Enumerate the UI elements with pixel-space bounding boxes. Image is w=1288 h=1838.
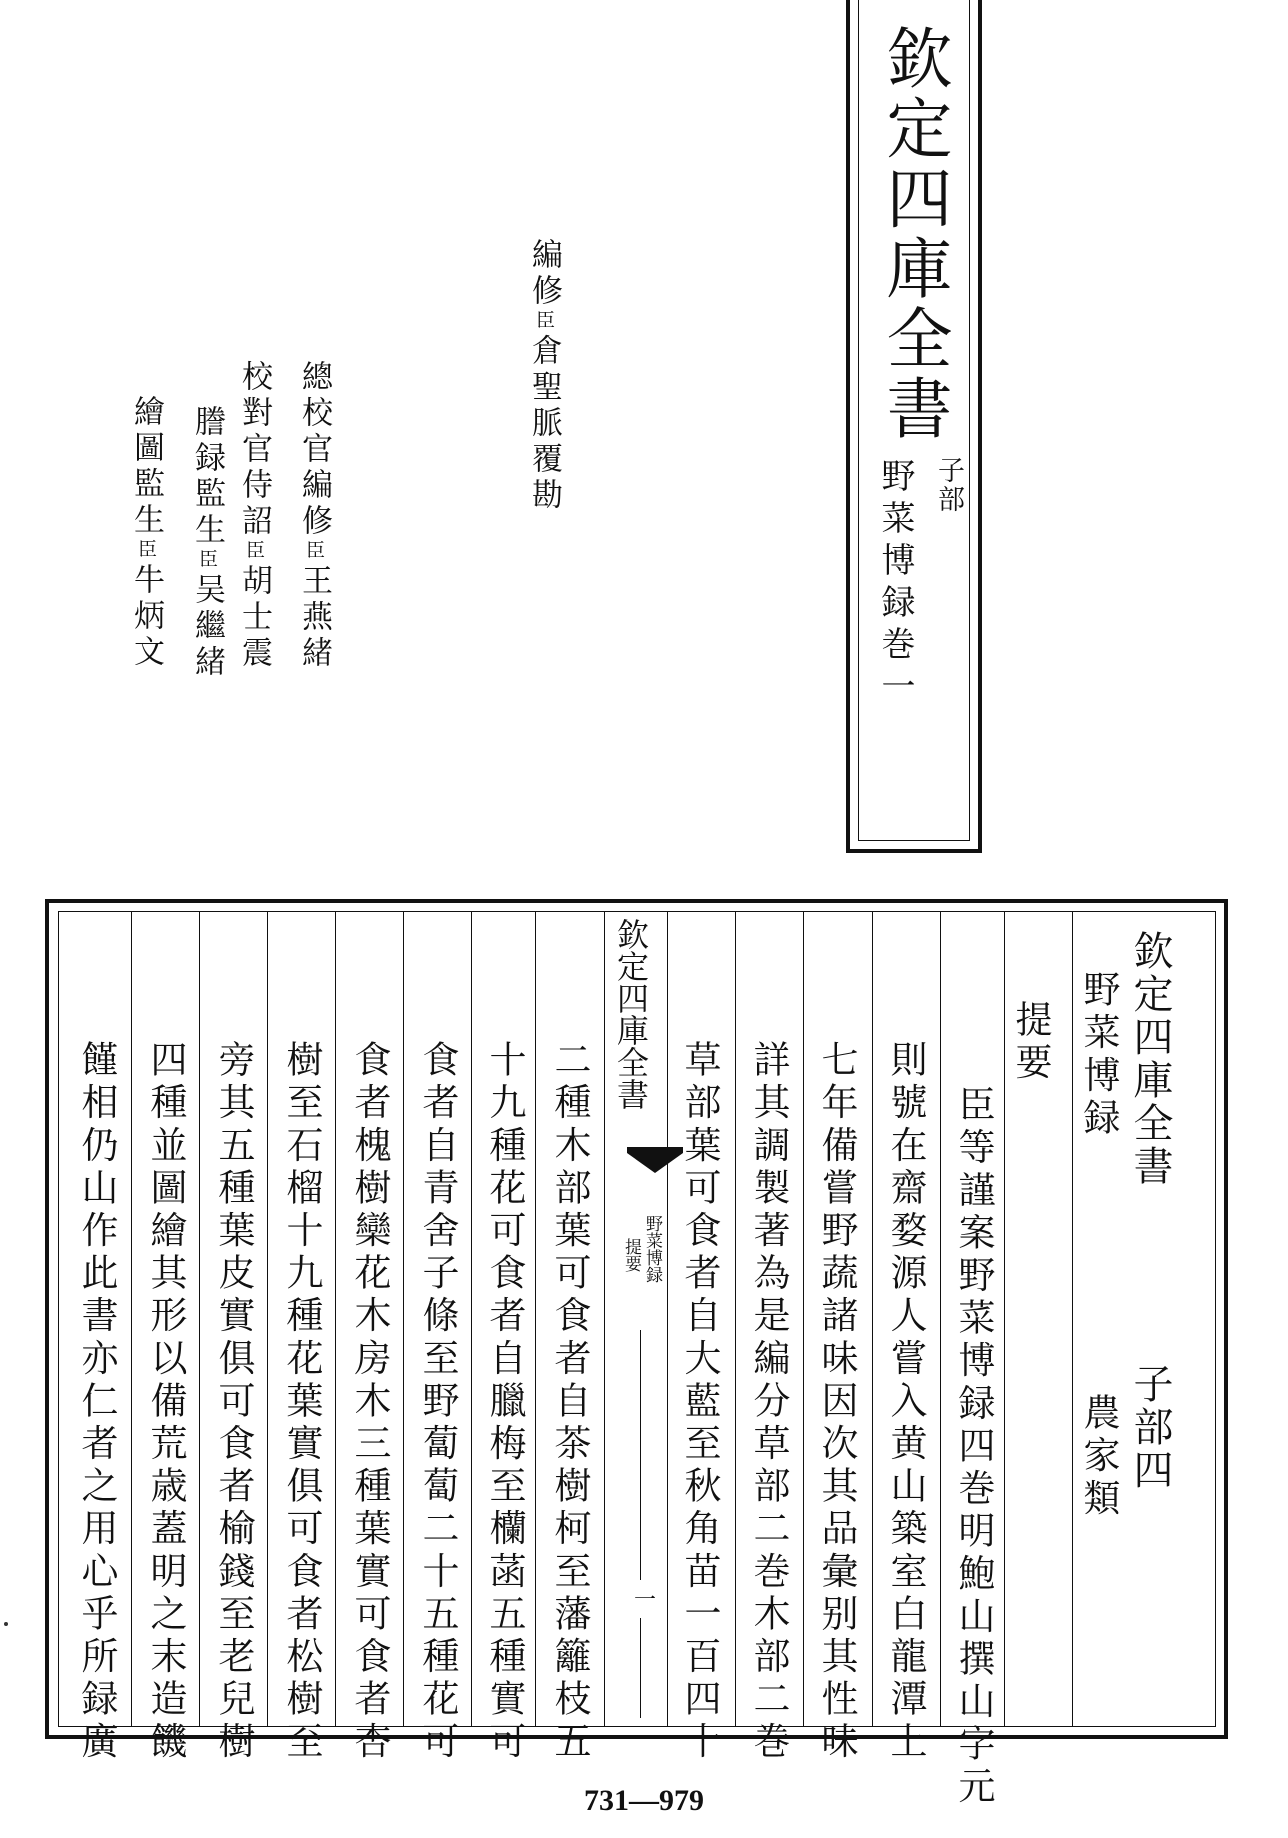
fold-section: 提要 <box>621 1238 641 1272</box>
credit-subject: 臣 <box>303 540 325 564</box>
fold-book-title: 野菜博録 <box>642 1215 662 1283</box>
column-rule <box>872 912 873 1726</box>
footer-page-number: 731—979 <box>584 1784 704 1817</box>
section-label: 子部 <box>933 456 964 514</box>
fold-center-line <box>640 1618 641 1718</box>
column-rule <box>335 912 336 1726</box>
tiyao-heading: 提要 <box>1009 1000 1052 1086</box>
column-rule <box>267 912 268 1726</box>
credit-line-proofreader <box>236 360 272 672</box>
credit-name: 吴繼緒 <box>189 573 225 681</box>
fold-center-line <box>640 1330 641 1580</box>
volume-title: 野菜博録巻一 <box>875 458 915 710</box>
text-column: 詳其調製著為是編分草部二巻木部二巻 <box>747 1040 790 1765</box>
column-rule <box>199 912 200 1726</box>
main-title: 欽定四庫全書 <box>875 24 952 444</box>
text-column: 樹至石榴十九種花葉實俱可食者松樹至 <box>280 1040 323 1765</box>
fish-tail-mark <box>627 1153 683 1173</box>
fold-title: 欽定四庫全書 <box>612 918 650 1110</box>
column-rule <box>403 912 404 1726</box>
credit-line-chief-collator <box>296 360 332 672</box>
credit-role: 校對官侍詔 <box>236 360 272 540</box>
credit-name: 倉聖脈覆勘 <box>526 334 562 514</box>
text-column: 食者槐樹欒花木房木三種葉實可食者杏 <box>348 1040 391 1765</box>
column-rule <box>1072 912 1073 1726</box>
column-rule <box>1004 912 1005 1726</box>
category-label: 農家類 <box>1077 1393 1120 1521</box>
column-rule <box>803 912 804 1726</box>
credit-line-illustrator <box>128 395 164 671</box>
text-column: 二種木部葉可食者自茶樹柯至藩籬枝五 <box>548 1040 591 1765</box>
credit-role: 繪圖監生 <box>128 395 164 539</box>
text-column: 四種並圖繪其形以備荒歳蓋明之末造饑 <box>144 1040 187 1765</box>
page-header-title: 欽定四庫全書 <box>1127 930 1173 1188</box>
credit-subject: 臣 <box>135 539 157 563</box>
credit-name: 胡士震 <box>236 564 272 672</box>
column-rule <box>535 912 536 1726</box>
credit-subject: 臣 <box>196 549 218 573</box>
credit-role: 編修 <box>526 238 562 310</box>
credit-role: 謄録監生 <box>189 405 225 549</box>
credit-line-copyist <box>189 405 225 681</box>
column-rule <box>667 912 668 1726</box>
text-column: 旁其五種葉皮實俱可食者榆錢至老兒樹 <box>212 1040 255 1765</box>
credit-line-reviewer <box>526 238 562 514</box>
scan-speck <box>4 1622 8 1626</box>
column-rule <box>604 912 605 1726</box>
column-rule <box>940 912 941 1726</box>
book-title: 野菜博録 <box>1077 970 1120 1141</box>
credit-name: 王燕緒 <box>296 564 332 672</box>
column-rule <box>131 912 132 1726</box>
credit-subject: 臣 <box>243 540 265 564</box>
text-column: 十九種花可食者自臘梅至欗菡五種實可 <box>483 1040 526 1765</box>
text-column: 饉相仍山作此書亦仁者之用心乎所録廣 <box>75 1040 118 1765</box>
page-header-division: 子部四 <box>1127 1363 1173 1492</box>
text-column: 則號在齋婺源人嘗入黄山築室白龍潭上 <box>884 1040 927 1765</box>
column-rule <box>735 912 736 1726</box>
credit-name: 牛炳文 <box>128 563 164 671</box>
text-column: 臣等謹案野菜博録四巻明鮑山撰山字元 <box>952 1085 995 1810</box>
text-column: 七年備嘗野蔬諸味因次其品彙别其性味 <box>815 1040 858 1765</box>
column-rule <box>471 912 472 1726</box>
text-column: 草部葉可食者自大藍至秋角苗一百四十 <box>678 1040 721 1765</box>
credit-subject: 臣 <box>533 310 555 334</box>
text-column: 食者自青舍子條至野蔔蔔二十五種花可 <box>416 1040 459 1765</box>
credit-role: 總校官編修 <box>296 360 332 540</box>
fold-page-number: 一 <box>634 1588 657 1613</box>
